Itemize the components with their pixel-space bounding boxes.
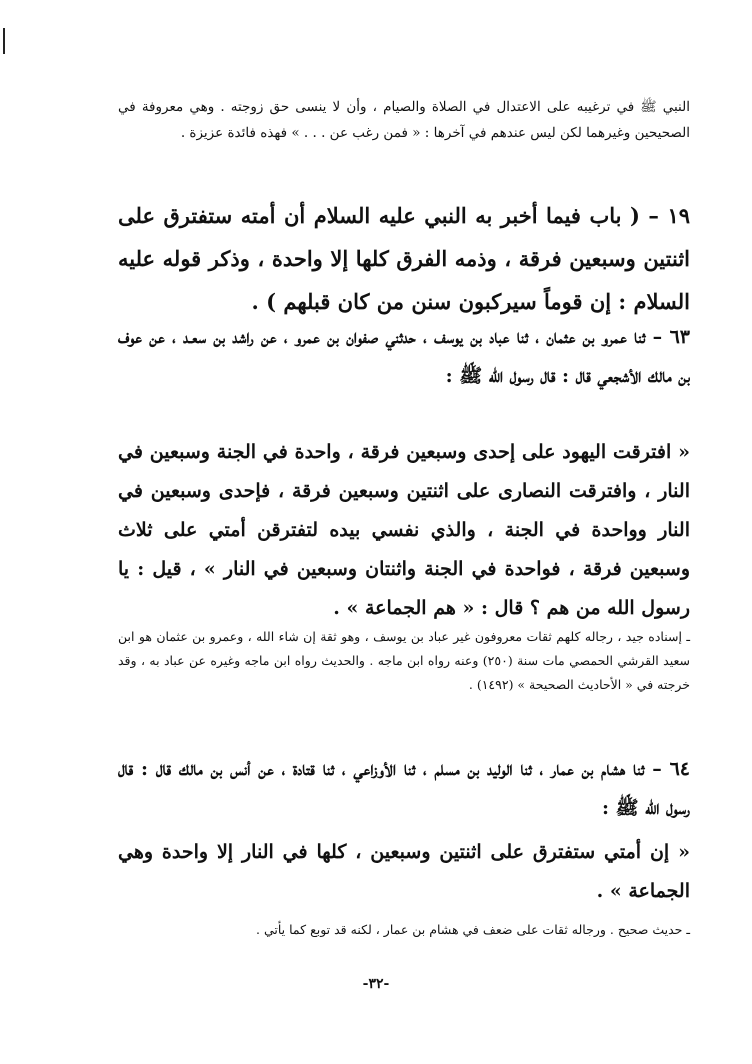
hadith-63-text: « افترقت اليهود على إحدى وسبعين فرقة ، واحدة في الجنة وسبعين في النار ، وافترقت النصارى على اثنتين وسبعين فرقة ، فإحدى وسبعين في النار وواحدة في الجنة ، والذي نفسي بيده لتفترقن أمتي على ثلاث وسبعين فرقة ، فواحدة في الجنة واثنتان وسبعين في النار » ، قيل : يا رسول الله من هم ؟ قال : « هم الجماعة » . (118, 441, 690, 619)
footnote-64: ـ حديث صحيح . ورجاله ثقات على ضعف في هشام بن عمار ، لكنه قد توبع كما يأتي . (256, 922, 690, 937)
page-number: -٣٢- (362, 976, 390, 992)
page-edge-mark (3, 28, 5, 54)
hadith-63-chain: ٦٣ – ثنا عمرو بن عثمان ، ثنا عباد بن يوسف ، حدثني صفوان بن عمرو ، عن راشد بن سعـد ، عن عوف بن مالك الأشجعي قال : قال رسول الله ﷺ : (118, 326, 690, 387)
hadith-64-chain: ٦٤ – ثنا هشام بن عمار ، ثنا الوليد بن مسلم ، ثنا الأوزاعي ، ثنا قتادة ، عن أنس بن مالك قال : قال رسول الله ﷺ : (118, 758, 690, 819)
hadith-64-text: « إن أمتي ستفترق على اثنتين وسبعين ، كلها في النار إلا واحدة وهي الجماعة » . (118, 841, 690, 902)
footnote-63: ـ إسناده جيد ، رجاله كلهم ثقات معروفون غير عباد بن يوسف ، وهو ثقة إن شاء الله ، وعمرو بن عثمان هو ابن سعيد القرشي الحمصي مات سنة (٢٥٠) وعنه رواه ابن ماجه . والحديث رواه ابن ماجه وغيره عن عباد به ، وقد خرجته في « الأحاديث الصحيحة » (١٤٩٢) . (118, 629, 690, 692)
chapter-title: ١٩ – ( باب فيما أخبر به النبي عليه السلام أن أمته ستفترق على اثنتين وسبعين فرقة ، وذمه الفرق كلها إلا واحدة ، وذكر قوله عليه السلام : إن قوماً سيركبون سنن من كان قبلهم ) . (118, 203, 690, 314)
intro-note: النبي ﷺ في ترغيبه على الاعتدال في الصلاة والصيام ، وأن لا ينسى حق زوجته . وهي معروفة في الصحيحين وغيرهما لكن ليس عندهم في آخرها : « فمن رغب عن . . . » فهذه فائدة عزيزة . (118, 99, 690, 141)
